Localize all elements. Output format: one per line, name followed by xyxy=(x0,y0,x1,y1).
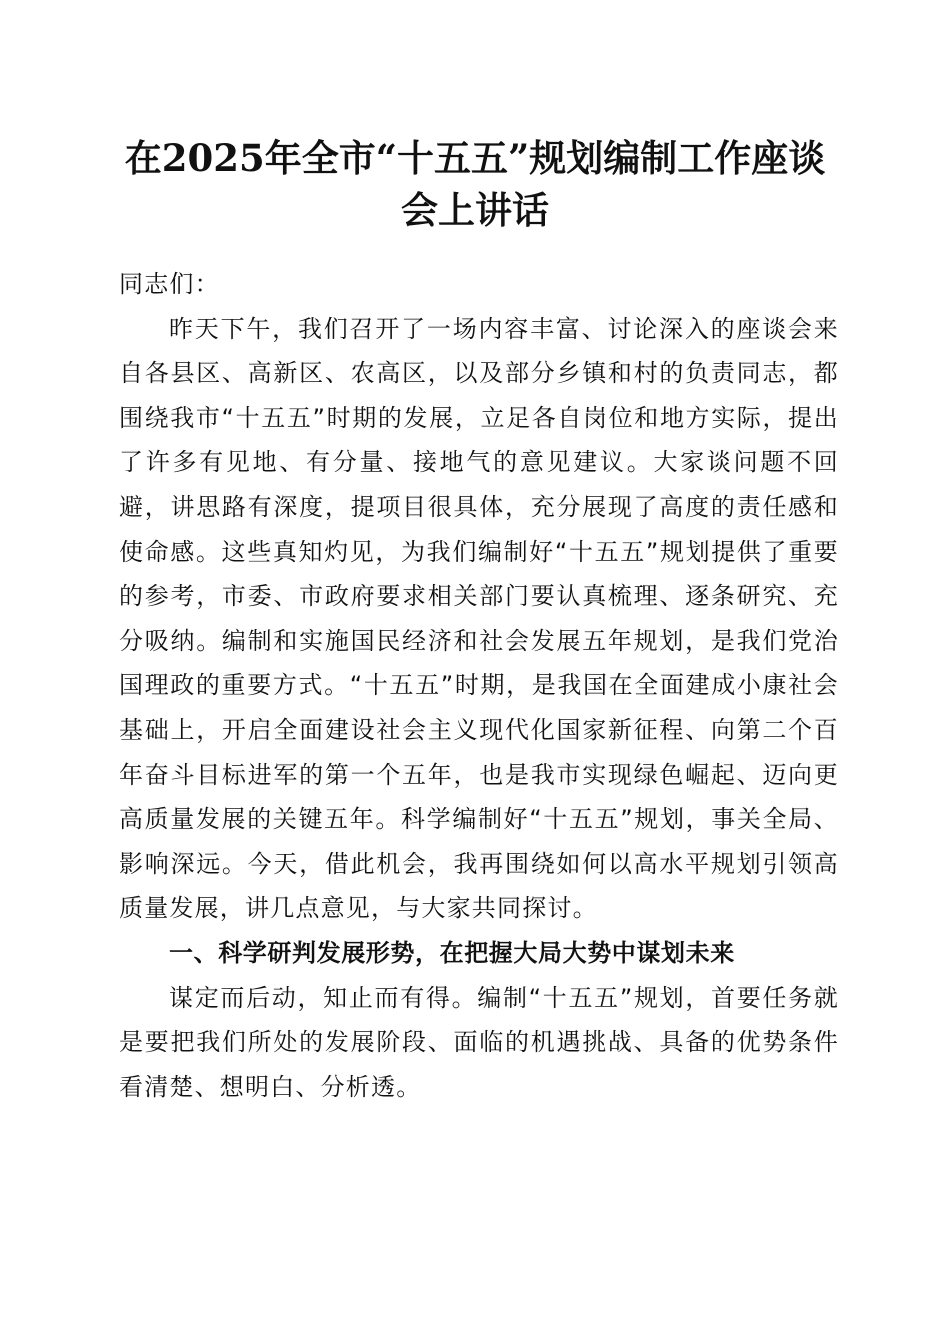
title-line-2: 会上讲话 xyxy=(401,188,549,232)
title-line-1: 在2025年全市“十五五”规划编制工作座谈 xyxy=(124,136,826,180)
document-body xyxy=(119,262,839,1109)
salutation: 同志们： xyxy=(119,270,220,298)
section-1-heading: 一、科学研判发展形势，在把握大局大势中谋划未来 xyxy=(169,938,735,967)
paragraph-1: 昨天下午，我们召开了一场内容丰富、讨论深入的座谈会来自各县区、高新区、农高区，以及部分乡镇和村的负责同志，都围绕我市“十五五”时期的发展，立足各自岗位和地方实际，提出了许多有见地、有分量、接地气的意见建议。大家谈问题不回避，讲思路有深度，提项目很具体，充分展现了高度的责任感和使命感。这些真知灼见，为我们编制好“十五五”规划提供了重要的参考，市委、市政府要求相关部门要认真梳理、逐条研究、充分吸纳。编制和实施国民经济和社会发展五年规划，是我们党治国理政的重要方式。“十五五”时期，是我国在全面建成小康社会基础上，开启全面建设社会主义现代化国家新征程、向第二个百年奋斗目标进军的第一个五年，也是我市实现绿色崛起、迈向更高质量发展的关键五年。科学编制好“十五五”规划，事关全局、影响深远。今天，借此机会，我再围绕如何以高水平规划引领高质量发展，讲几点意见，与大家共同探讨。 xyxy=(119,314,839,923)
document-title xyxy=(110,132,840,236)
paragraph-2: 谋定而后动，知止而有得。编制“十五五”规划，首要任务就是要把我们所处的发展阶段、面临的机遇挑战、具备的优势条件看清楚、想明白、分析透。 xyxy=(119,983,839,1101)
